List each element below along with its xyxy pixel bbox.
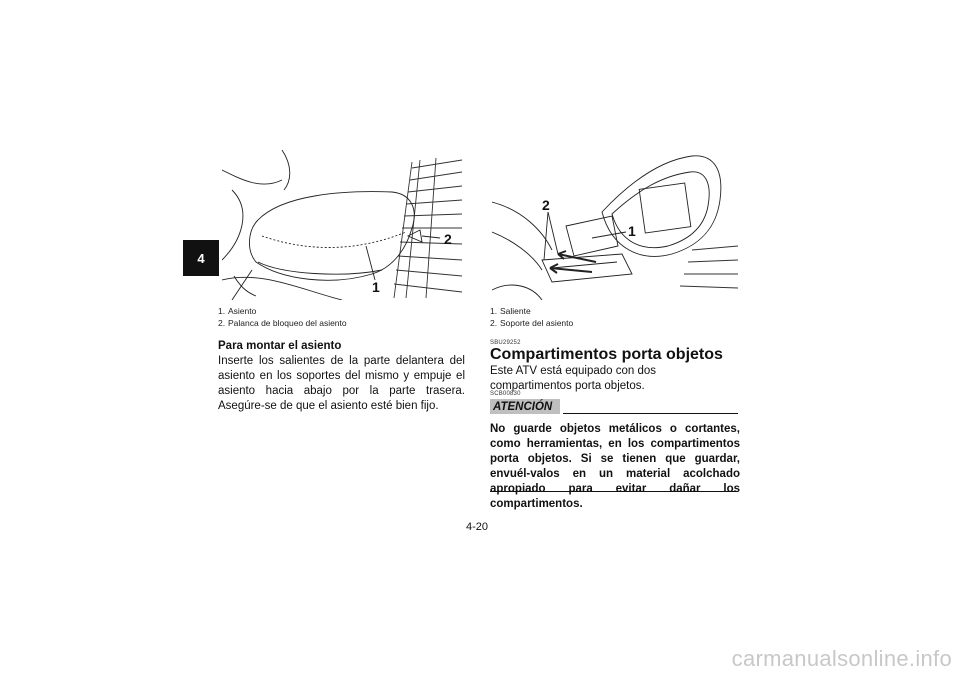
right-figure-caption <box>490 305 740 329</box>
install-seat-heading: Para montar el asiento <box>218 340 342 352</box>
chapter-tab <box>183 240 219 276</box>
watermark: carmanualsonline.info <box>731 646 952 671</box>
callout-seat-lock-lever: 2 <box>444 231 452 247</box>
left-figure-caption <box>218 305 463 329</box>
seat-outline <box>249 192 414 281</box>
seat-illustration <box>222 150 464 300</box>
storage-compartment-illustration <box>492 150 738 300</box>
section-code: SBU29252 <box>490 340 521 346</box>
notice-code: SCB00830 <box>490 391 521 397</box>
caption-item: 2. Soporte del asiento <box>490 318 574 328</box>
section-title: Compartimentos porta objetos <box>490 346 723 363</box>
attention-rule <box>563 413 738 414</box>
attention-label: ATENCIÓN <box>490 399 560 414</box>
caption-item: 1. Saliente <box>490 306 531 316</box>
section-body: Este ATV está equipado con dos compartimentos porta objetos. <box>490 365 657 392</box>
install-seat-instructions: Inserte los salientes de la parte delantera del asiento en los soportes del mismo y empuje el asiento hacia abajo por la parte trasera. Asegúre-se de que el asiento esté bien fijo. <box>218 355 465 412</box>
chapter-tab-number: 4 <box>197 250 205 266</box>
callout-seat: 1 <box>372 279 380 295</box>
callout-seat-bracket: 2 <box>542 197 550 213</box>
caption-item: 2. Palanca de bloqueo del asiento <box>218 318 347 328</box>
attention-bottom-rule <box>490 491 738 492</box>
callout-projection: 1 <box>628 223 636 239</box>
page-number: 4-20 <box>466 521 489 533</box>
attention-text: No guarde objetos metálicos o cortantes, como herramientas, en los compartimentos porta objetos. Si se tienen que guardar, envuél-valos en un material acolchado apropiado para evitar dañar los compartimentos. <box>490 423 740 510</box>
raised-seat <box>602 156 721 257</box>
caption-item: 1. Asiento <box>218 306 257 316</box>
rear-rack <box>394 158 462 298</box>
